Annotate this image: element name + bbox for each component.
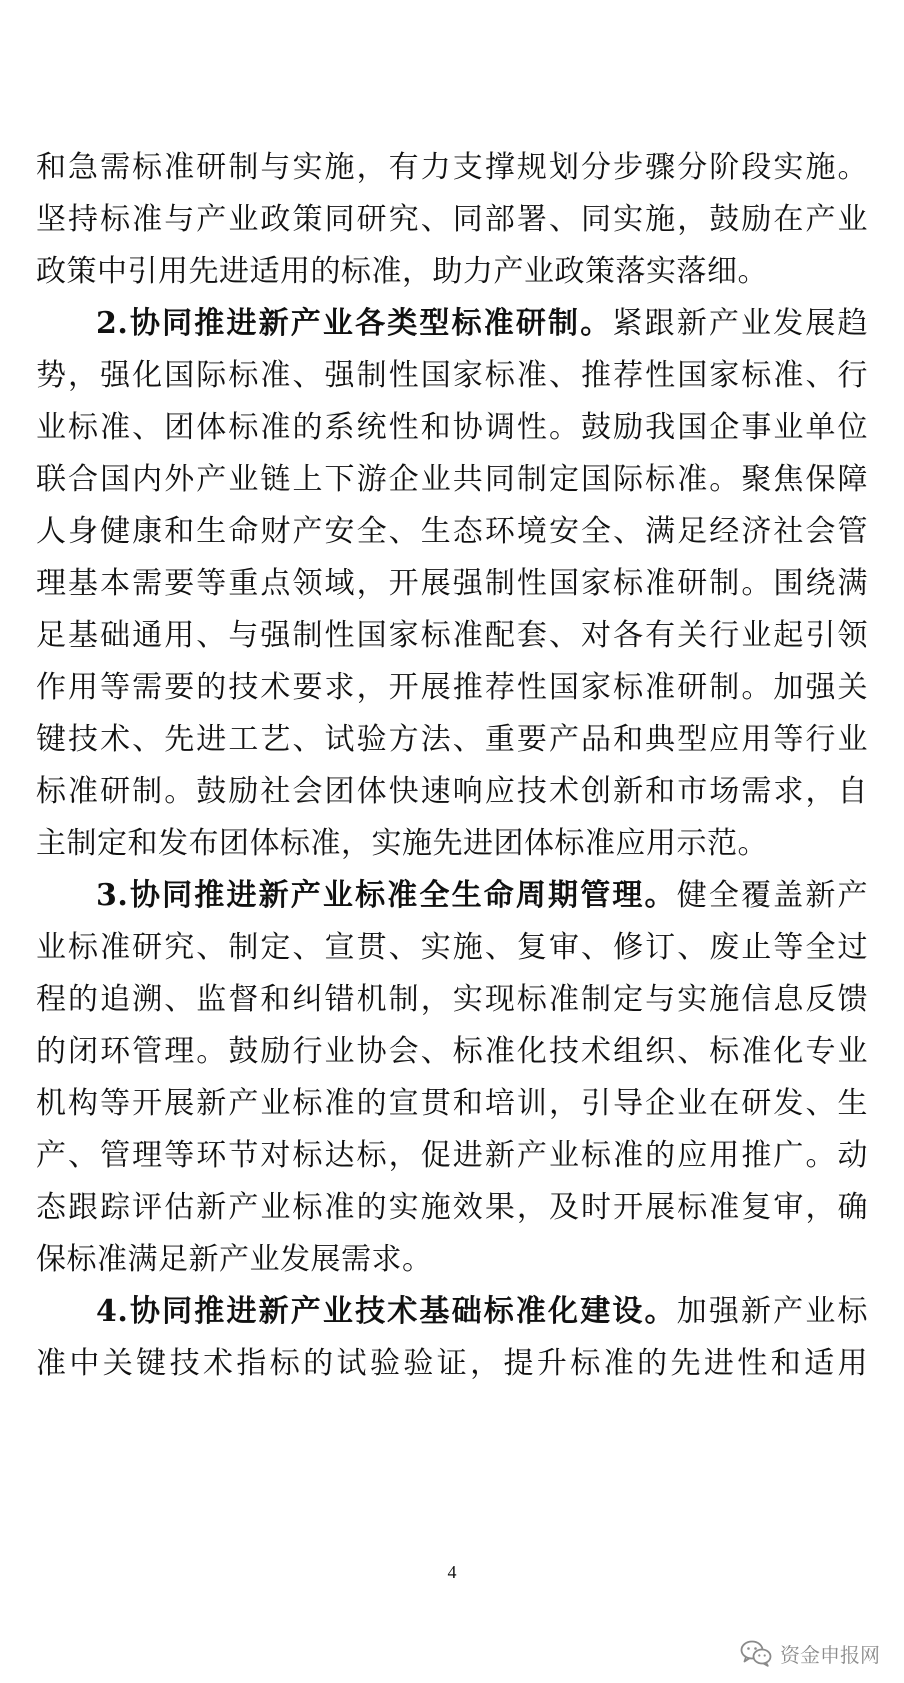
text-line-8: 人身健康和生命财产安全、生态环境安全、满足经济社会管: [36, 514, 868, 549]
watermark: [740, 1637, 880, 1669]
text-line-20: 产、管理等环节对标达标，促进新产业标准的应用推广。动: [36, 1138, 868, 1173]
text-line-5: 势，强化国际标准、强制性国家标准、推荐性国家标准、行: [36, 358, 868, 393]
wechat-icon: [740, 1639, 772, 1667]
page-number: 4: [447, 1562, 457, 1582]
text-line-24: 准中关键技术指标的试验验证，提升标准的先进性和适用: [36, 1346, 868, 1381]
text-line-10: 足基础通用、与强制性国家标准配套、对各有关行业起引领: [36, 618, 868, 653]
text-line-13: 标准研制。鼓励社会团体快速响应技术创新和市场需求，自: [36, 774, 868, 809]
section-heading-2: 2.协同推进新产业各类型标准研制。: [96, 306, 613, 341]
text-line-7: 联合国内外产业链上下游企业共同制定国际标准。聚焦保障: [36, 462, 868, 497]
text-line-21: 态跟踪评估新产业标准的实施效果，及时开展标准复审，确: [36, 1190, 868, 1225]
text-line-1: 和急需标准研制与实施，有力支撑规划分步骤分阶段实施。: [36, 150, 868, 185]
text-line-16: 业标准研究、制定、宣贯、实施、复审、修订、废止等全过: [36, 930, 868, 965]
text-line-14: 主制定和发布团体标准，实施先进团体标准应用示范。: [36, 826, 768, 861]
text-line-6: 业标准、团体标准的系统性和协调性。鼓励我国企事业单位: [36, 410, 868, 445]
text-line-18: 的闭环管理。鼓励行业协会、标准化技术组织、标准化专业: [36, 1034, 868, 1069]
paragraph-3-text: 健全覆盖新产: [676, 878, 869, 913]
text-line-19: 机构等开展新产业标准的宣贯和培训，引导企业在研发、生: [36, 1086, 868, 1121]
text-line-2: 坚持标准与产业政策同研究、同部署、同实施，鼓励在产业: [36, 202, 868, 237]
text-line-11: 作用等需要的技术要求，开展推荐性国家标准研制。加强关: [36, 670, 868, 705]
paragraph-2-text: 紧跟新产业发展趋: [612, 306, 868, 341]
watermark-text: 资金申报网: [780, 1642, 880, 1667]
paragraph-4-text: 加强新产业标: [676, 1294, 869, 1329]
text-line-9: 理基本需要等重点领域，开展强制性国家标准研制。围绕满: [36, 566, 868, 601]
section-heading-4: 4.协同推进新产业技术基础标准化建设。: [96, 1294, 677, 1329]
text-line-3: 政策中引用先进适用的标准，助力产业政策落实落细。: [36, 254, 768, 289]
text-line-12: 键技术、先进工艺、试验方法、重要产品和典型应用等行业: [36, 722, 868, 757]
text-line-22: 保标准满足新产业发展需求。: [36, 1242, 433, 1277]
section-heading-3: 3.协同推进新产业标准全生命周期管理。: [96, 878, 677, 913]
text-line-17: 程的追溯、监督和纠错机制，实现标准制定与实施信息反馈: [36, 982, 868, 1017]
